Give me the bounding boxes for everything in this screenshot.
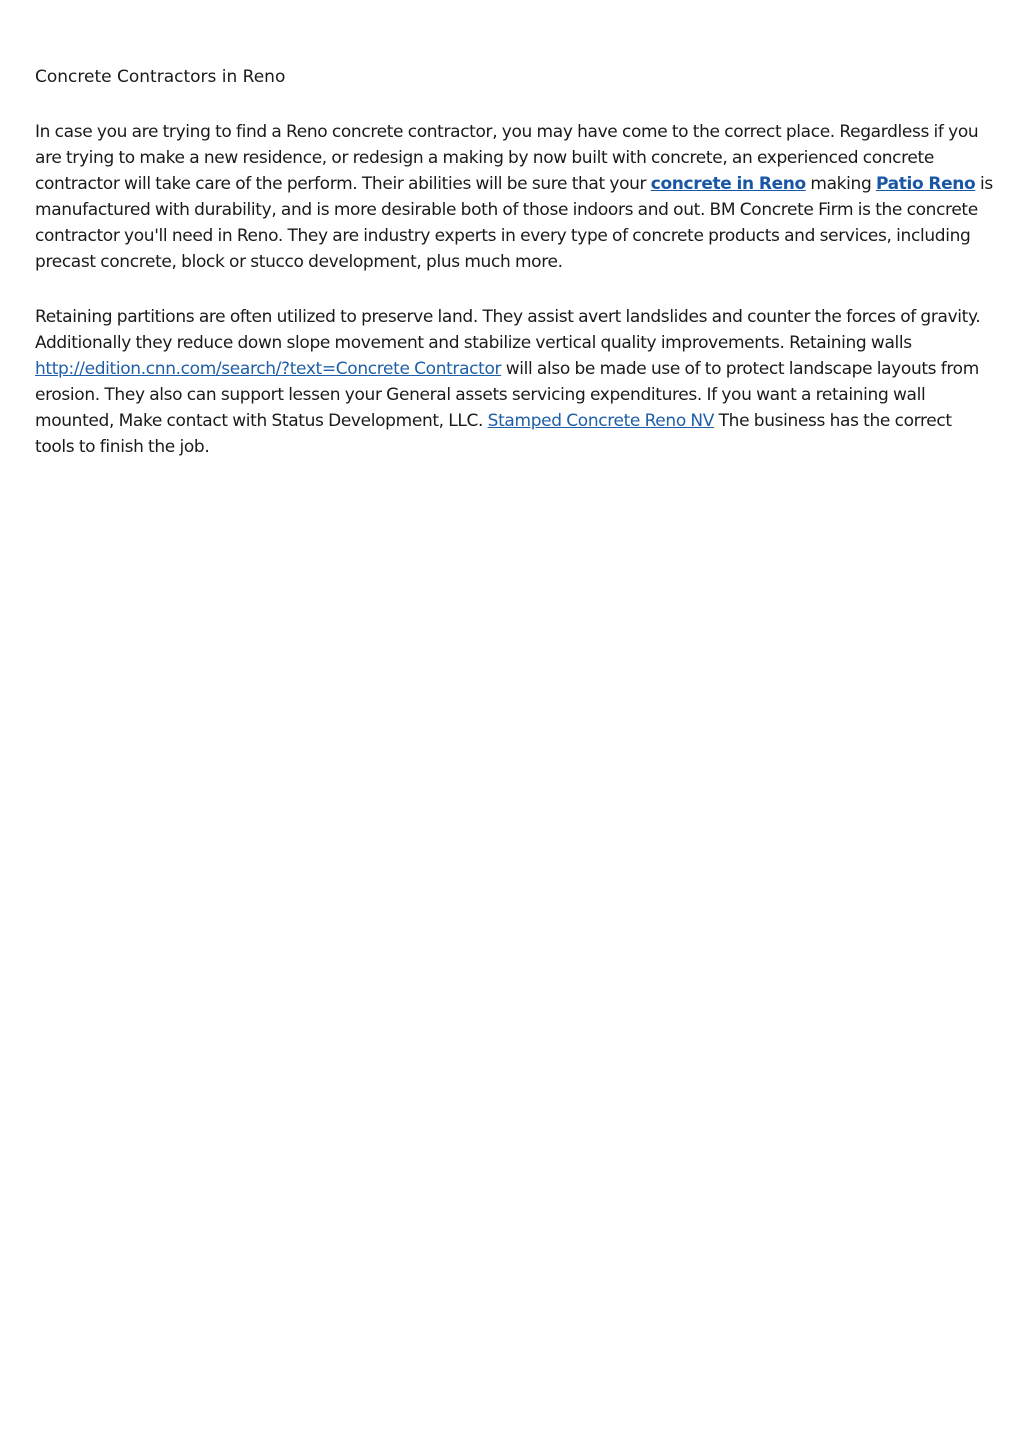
paragraph-retaining-text-a: Retaining partitions are often utilized to preserve land. They assist avert landslides and counter the forces of gravity. Additionally they reduce down slope movement and stabilize vertical quality improvements. Retaining walls <box>35 307 981 353</box>
link-stamped-concrete-reno[interactable]: Stamped Concrete Reno NV <box>487 411 715 431</box>
paragraph-retaining-text-c: The business has the correct tools to finish the job. <box>35 411 952 457</box>
paragraph-intro-text-a: In case you are trying to find a Reno concrete contractor, you may have come to the correct place. Regardless if you are trying to make a new residence, or redesign a making by now built with concrete, an experienced concrete contractor will take care of the perform. Their abilities will be sure that your <box>35 122 979 194</box>
link-patio-reno[interactable]: Patio Reno <box>875 174 976 194</box>
paragraph-intro-text-c: is manufactured with durability, and is more desirable both of those indoors and out. BM Concrete Firm is the concrete contractor you'll need in Reno. They are industry experts in every type of concrete products and services, including precast concrete, block or stucco development, plus much more. <box>35 174 993 272</box>
document-body <box>35 64 995 489</box>
paragraph-intro <box>35 119 995 275</box>
paragraph-intro-text-b: making <box>805 174 876 194</box>
link-concrete-in-reno[interactable]: concrete in Reno <box>650 174 806 194</box>
paragraph-retaining-walls <box>35 304 995 460</box>
paragraph-retaining-text-b: will also be made use of to protect landscape layouts from erosion. They also can support lessen your General assets servicing expenditures. If you want a retaining wall mounted, Make contact with Status Development, LLC. <box>35 359 979 431</box>
document-title: Concrete Contractors in Reno <box>35 67 286 87</box>
link-cnn-search[interactable]: http://edition.cnn.com/search/?text=Concrete Contractor <box>35 359 502 379</box>
